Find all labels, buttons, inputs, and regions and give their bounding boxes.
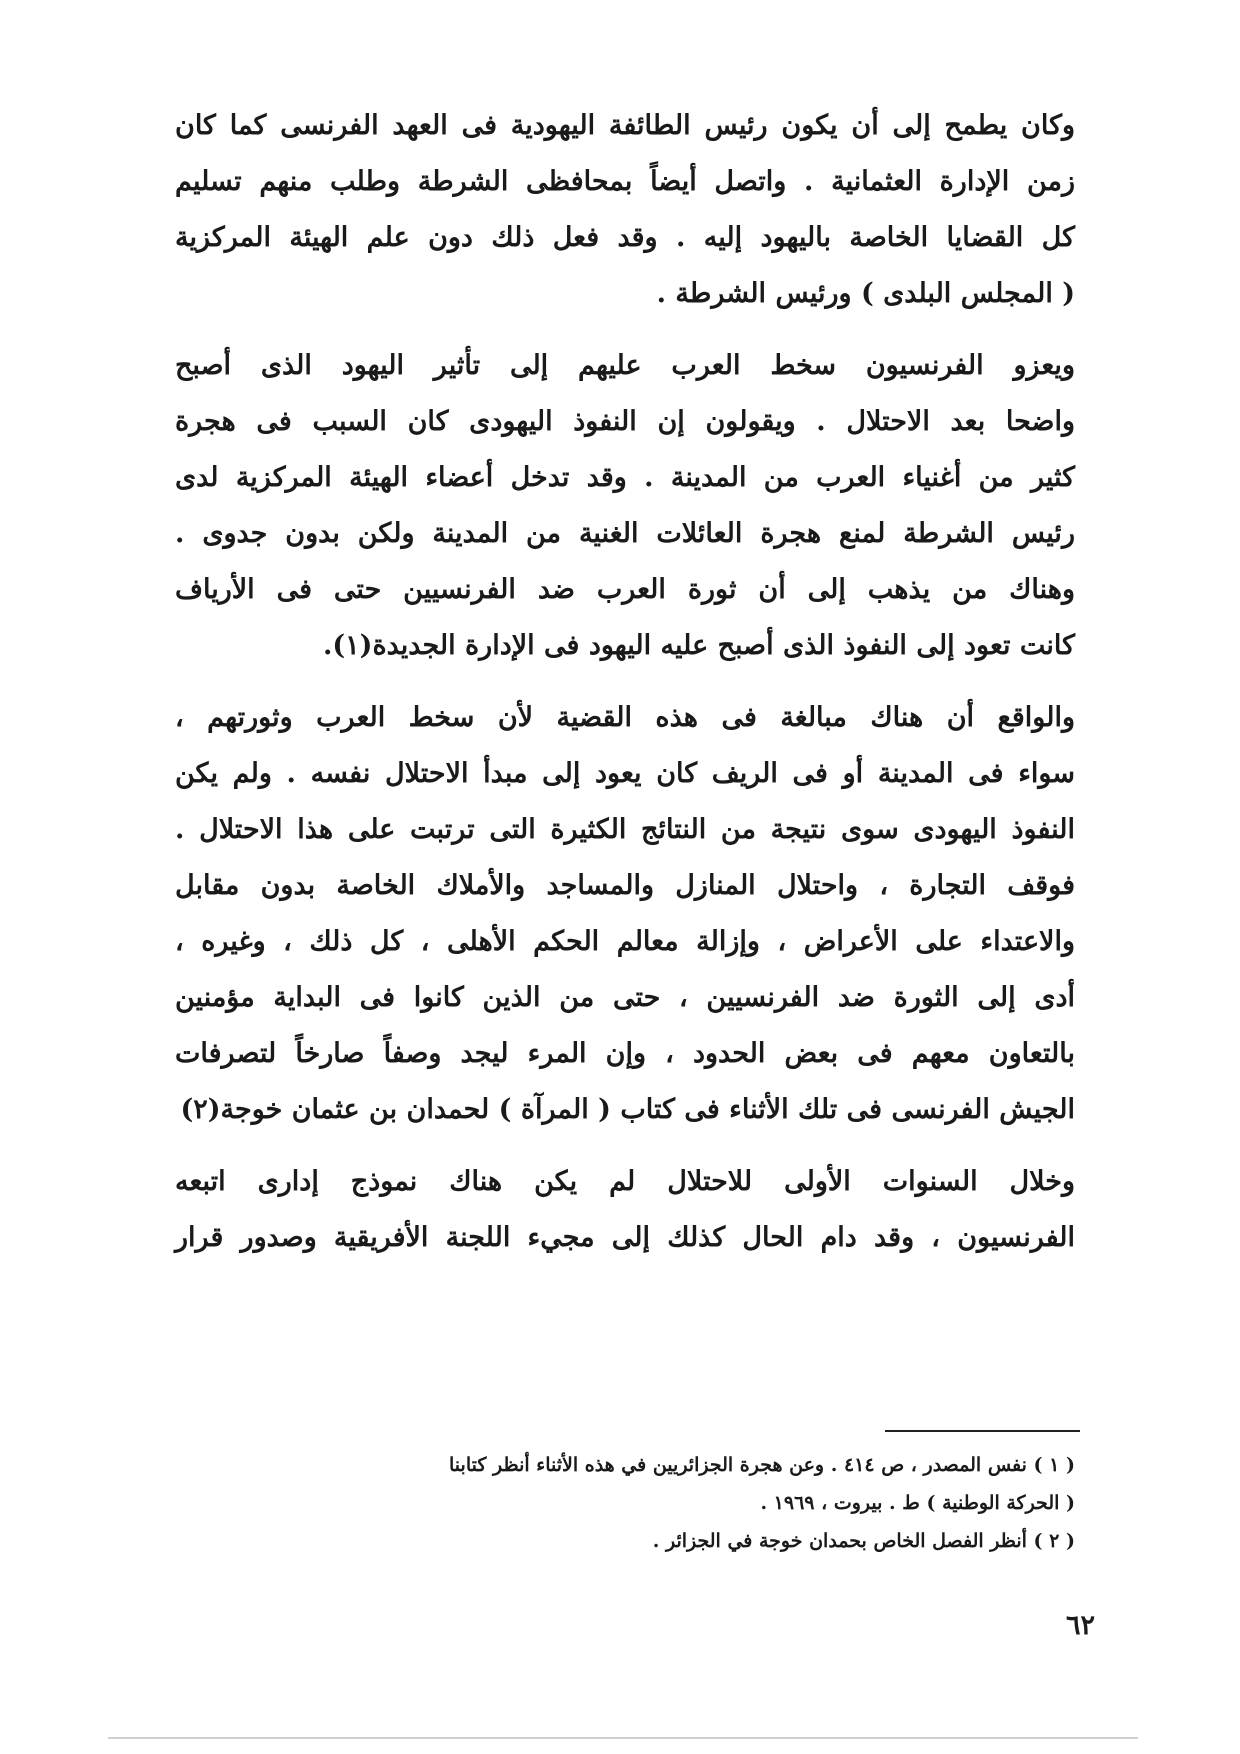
footnote-line: ( ٢ ) أنظر الفصل الخاص بحمدان خوجة في الجزائر . — [652, 1530, 1075, 1552]
text-line: النفوذ اليهودى سوى نتيجة من النتائج الكثيرة التى ترتبت على هذا الاحتلال . — [175, 814, 1075, 845]
text-line: ويعزو الفرنسيون سخط العرب عليهم إلى تأثير اليهود الذى أصبح — [175, 350, 1075, 381]
text-line: وهناك من يذهب إلى أن ثورة العرب ضد الفرنسيين حتى فى الأرياف — [175, 574, 1075, 605]
text-line: كثير من أغنياء العرب من المدينة . وقد تدخل أعضاء الهيئة المركزية لدى — [175, 462, 1075, 493]
text-line: كانت تعود إلى النفوذ الذى أصبح عليه اليهود فى الإدارة الجديدة(١). — [322, 630, 1075, 661]
text-line: بالتعاون معهم فى بعض الحدود ، وإن المرء ليجد وصفاً صارخاً لتصرفات — [175, 1038, 1075, 1069]
text-line: ( المجلس البلدى ) ورئيس الشرطة . — [656, 278, 1075, 309]
text-line: أدى إلى الثورة ضد الفرنسيين ، حتى من الذين كانوا فى البداية مؤمنين — [175, 982, 1075, 1013]
page-number: ٦٢ — [1065, 1610, 1095, 1641]
page-bottom-edge — [108, 1737, 1138, 1739]
text-line: وكان يطمح إلى أن يكون رئيس الطائفة اليهودية فى العهد الفرنسى كما كان — [175, 110, 1075, 141]
text-line: واضحا بعد الاحتلال . ويقولون إن النفوذ اليهودى كان السبب فى هجرة — [175, 406, 1075, 437]
text-line: كل القضايا الخاصة باليهود إليه . وقد فعل ذلك دون علم الهيئة المركزية — [175, 222, 1075, 253]
text-line: والواقع أن هناك مبالغة فى هذه القضية لأن سخط العرب وثورتهم ، — [175, 702, 1075, 733]
text-line: والاعتداء على الأعراض ، وإزالة معالم الحكم الأهلى ، كل ذلك ، وغيره ، — [175, 926, 1075, 957]
text-line: رئيس الشرطة لمنع هجرة العائلات الغنية من المدينة ولكن بدون جدوى . — [175, 518, 1075, 549]
text-line: وخلال السنوات الأولى للاحتلال لم يكن هناك نموذج إدارى اتبعه — [175, 1166, 1075, 1197]
footnote-line: ( الحركة الوطنية ) ط . بيروت ، ١٩٦٩ . — [760, 1492, 1075, 1514]
text-line: الفرنسيون ، وقد دام الحال كذلك إلى مجيء اللجنة الأفريقية وصدور قرار — [175, 1222, 1075, 1253]
footnote-separator — [885, 1430, 1080, 1432]
text-line: الجيش الفرنسى فى تلك الأثناء فى كتاب ( المرآة ) لحمدان بن عثمان خوجة(٢) — [180, 1094, 1075, 1125]
footnote-line: ( ١ ) نفس المصدر ، ص ٤١٤ . وعن هجرة الجزائريين في هذه الأثناء أنظر كتابنا — [449, 1454, 1075, 1476]
text-line: فوقف التجارة ، واحتلال المنازل والمساجد والأملاك الخاصة بدون مقابل — [175, 870, 1075, 901]
text-line: سواء فى المدينة أو فى الريف كان يعود إلى مبدأ الاحتلال نفسه . ولم يكن — [175, 758, 1075, 789]
text-line: زمن الإدارة العثمانية . واتصل أيضاً بمحافظى الشرطة وطلب منهم تسليم — [175, 166, 1075, 197]
